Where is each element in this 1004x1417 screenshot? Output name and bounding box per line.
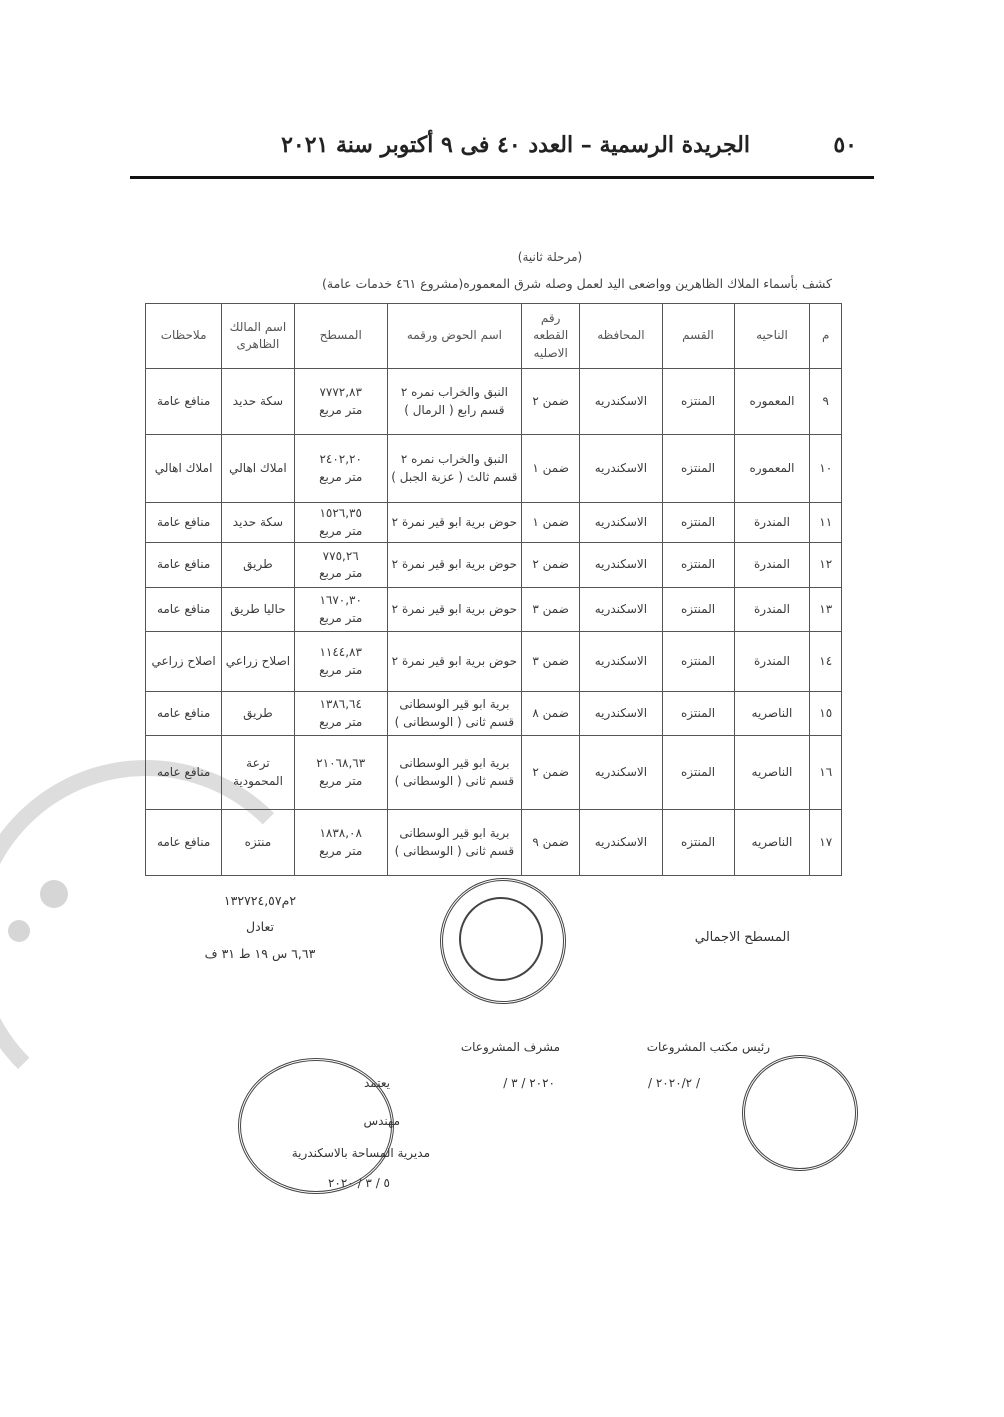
table-row	[146, 435, 842, 503]
cell-area	[294, 588, 387, 632]
cell-notes: منافع عامه	[146, 692, 222, 736]
equivalent-label: تعادل	[246, 919, 274, 935]
cell-gov: الاسكندريه	[580, 435, 662, 503]
date-right: / ٢٠٢٠/٢ /	[648, 1076, 700, 1090]
approve-date: ٥ / ٣ / ٢٠٢٠	[327, 1176, 390, 1190]
cell-qism: المنتزه	[662, 503, 734, 543]
cell-hawd: حوض برية ابو قير نمرة ٢	[387, 588, 521, 632]
approve-label: يعتمد	[364, 1076, 390, 1090]
table-row	[146, 692, 842, 736]
cell-qism: المنتزه	[662, 435, 734, 503]
header-rule	[130, 176, 874, 179]
cell-plot: ضمن ٣	[522, 588, 580, 632]
watermark-dot	[40, 880, 68, 908]
cell-gov: الاسكندريه	[580, 543, 662, 588]
cell-area	[294, 692, 387, 736]
cell-nahia: المندرة	[734, 503, 810, 543]
area-unit: متر مربع	[319, 469, 363, 484]
cell-hawd: حوض برية ابو قير نمرة ٢	[387, 632, 521, 692]
cell-plot: ضمن ٢	[522, 736, 580, 810]
cell-notes: منافع عامة	[146, 543, 222, 588]
area-value: ١٦٧٠,٣٠	[319, 593, 362, 608]
cell-notes: منافع عامة	[146, 369, 222, 435]
cell-m: ١٢	[810, 543, 842, 588]
signatures-row	[390, 1040, 770, 1062]
cell-area	[294, 810, 387, 876]
stage-label: (مرحلة ثانية)	[517, 250, 583, 264]
table-row	[146, 588, 842, 632]
equivalent-value: ٦,٦٣ س ١٩ ط ٣١ ف	[204, 945, 316, 961]
total-value: ٢م١٣٢٧٢٤,٥٧	[223, 893, 297, 908]
table-row	[146, 369, 842, 435]
col-header: القسم	[662, 304, 734, 369]
cell-plot: ضمن ١	[522, 435, 580, 503]
official-seal	[440, 878, 566, 1004]
cell-m: ١٤	[810, 632, 842, 692]
area-unit: متر مربع	[319, 402, 363, 417]
cell-m: ١٥	[810, 692, 842, 736]
project-office-head: رئيس مكتب المشروعات	[646, 1040, 770, 1054]
page-header	[130, 128, 875, 168]
total-label: المسطح الاجمالي	[694, 930, 790, 945]
cell-qism: المنتزه	[662, 588, 734, 632]
cell-gov: الاسكندريه	[580, 736, 662, 810]
area-value: ١٣٨٦,٦٤	[319, 697, 362, 712]
table-caption: كشف بأسماء الملاك الظاهرين وواضعى اليد لعمل وصله شرق المعموره(مشروع ٤٦١ خدمات عامة)	[321, 276, 832, 291]
cell-notes: اصلاح زراعي	[146, 632, 222, 692]
cell-qism: المنتزه	[662, 369, 734, 435]
area-value: ٢١٠٦٨,٦٣	[316, 756, 366, 771]
area-value: ٢٤٠٢,٢٠	[319, 452, 362, 467]
area-value: ١٥٢٦,٣٥	[319, 506, 362, 521]
cell-notes: منافع عامه	[146, 588, 222, 632]
area-unit: متر مربع	[319, 714, 363, 729]
cell-m: ١١	[810, 503, 842, 543]
cell-owner: اصلاح زراعي	[222, 632, 294, 692]
cell-plot: ضمن ٨	[522, 692, 580, 736]
engineer-label: مهندس	[363, 1114, 400, 1128]
col-header: اسم المالك الظاهرى	[222, 304, 294, 369]
area-unit: متر مربع	[319, 662, 363, 677]
cell-m: ١٧	[810, 810, 842, 876]
cell-qism: المنتزه	[662, 692, 734, 736]
table-row	[146, 736, 842, 810]
cell-owner: سكة حديد	[222, 503, 294, 543]
cell-m: ١٣	[810, 588, 842, 632]
cell-hawd: النبق والخراب نمره ٢ قسم رابع ( الرمال )	[387, 369, 521, 435]
cell-qism: المنتزه	[662, 736, 734, 810]
cell-owner: منتزه	[222, 810, 294, 876]
cell-owner: طريق	[222, 543, 294, 588]
cell-owner: ترعة المحمودية	[222, 736, 294, 810]
cell-hawd: برية ابو قير الوسطانى قسم ثانى ( الوسطانى )	[387, 810, 521, 876]
cell-owner: املاك اهالي	[222, 435, 294, 503]
cell-notes: منافع عامه	[146, 810, 222, 876]
cell-qism: المنتزه	[662, 810, 734, 876]
cell-gov: الاسكندريه	[580, 632, 662, 692]
area-value: ١١٤٤,٨٣	[319, 645, 362, 660]
cell-nahia: المعموره	[734, 435, 810, 503]
cell-hawd: حوض برية ابو قير نمرة ٢	[387, 503, 521, 543]
cell-plot: ضمن ٩	[522, 810, 580, 876]
page-title: الجريدة الرسمية – العدد ٤٠ فى ٩ أكتوبر سنة ٢٠٢١	[281, 132, 750, 158]
area-value: ٧٧٧٢,٨٣	[319, 385, 362, 400]
scanned-table-page	[150, 238, 850, 1008]
cell-gov: الاسكندريه	[580, 810, 662, 876]
cell-hawd: النبق والخراب نمره ٢ قسم ثالث ( عزبة الجبل )	[387, 435, 521, 503]
cell-area	[294, 435, 387, 503]
cell-plot: ضمن ٣	[522, 632, 580, 692]
area-unit: متر مربع	[319, 610, 363, 625]
cell-owner: سكة حديد	[222, 369, 294, 435]
cell-m: ١٠	[810, 435, 842, 503]
area-unit: متر مربع	[319, 843, 363, 858]
col-header: م	[810, 304, 842, 369]
col-header: ملاحظات	[146, 304, 222, 369]
cell-plot: ضمن ٢	[522, 543, 580, 588]
cell-area	[294, 632, 387, 692]
cell-plot: ضمن ١	[522, 503, 580, 543]
watermark-dot	[8, 920, 30, 942]
cell-area	[294, 736, 387, 810]
cell-nahia: المندرة	[734, 632, 810, 692]
col-header: المحافظه	[580, 304, 662, 369]
approval-seal	[238, 1058, 394, 1194]
col-header: رقم القطعه الاصليه	[522, 304, 580, 369]
cell-nahia: الناصريه	[734, 692, 810, 736]
area-unit: متر مربع	[319, 523, 363, 538]
area-unit: متر مربع	[319, 773, 363, 788]
cell-nahia: المندرة	[734, 543, 810, 588]
cell-notes: منافع عامه	[146, 736, 222, 810]
seal-inner-ring	[459, 897, 543, 981]
totals-block	[180, 888, 340, 967]
directorate-label: مديرية المساحة بالاسكندرية	[291, 1146, 430, 1160]
table-row	[146, 503, 842, 543]
project-supervisor: مشرف المشروعات	[460, 1040, 560, 1054]
page-number: ٥٠	[833, 132, 857, 158]
table-row	[146, 810, 842, 876]
cell-gov: الاسكندريه	[580, 369, 662, 435]
cell-hawd: حوض برية ابو قير نمرة ٢	[387, 543, 521, 588]
cell-hawd: برية ابو قير الوسطانى قسم ثانى ( الوسطانى )	[387, 736, 521, 810]
cell-hawd: برية ابو قير الوسطانى قسم ثانى ( الوسطانى )	[387, 692, 521, 736]
cell-gov: الاسكندريه	[580, 692, 662, 736]
cell-plot: ضمن ٢	[522, 369, 580, 435]
cell-gov: الاسكندريه	[580, 503, 662, 543]
table-row	[146, 632, 842, 692]
area-value: ٧٧٥,٢٦	[322, 548, 359, 563]
owners-table	[145, 303, 842, 876]
cell-qism: المنتزه	[662, 543, 734, 588]
cell-notes: منافع عامة	[146, 503, 222, 543]
cell-owner: حاليا طريق	[222, 588, 294, 632]
col-header: المسطح	[294, 304, 387, 369]
cell-m: ١٦	[810, 736, 842, 810]
cell-nahia: الناصريه	[734, 810, 810, 876]
cell-nahia: المعموره	[734, 369, 810, 435]
cell-gov: الاسكندريه	[580, 588, 662, 632]
table-header-row	[146, 304, 842, 369]
col-header: الناحيه	[734, 304, 810, 369]
cell-area	[294, 503, 387, 543]
project-seal	[742, 1055, 858, 1171]
cell-notes: املاك اهالي	[146, 435, 222, 503]
cell-m: ٩	[810, 369, 842, 435]
cell-area	[294, 369, 387, 435]
cell-nahia: الناصريه	[734, 736, 810, 810]
table-row	[146, 543, 842, 588]
area-value: ١٨٣٨,٠٨	[319, 826, 362, 841]
col-header: اسم الحوض ورقمه	[387, 304, 521, 369]
cell-area	[294, 543, 387, 588]
area-unit: متر مربع	[319, 566, 363, 580]
cell-owner: طريق	[222, 692, 294, 736]
cell-nahia: المندرة	[734, 588, 810, 632]
date-left: ٢٠٢٠ / ٣ /	[503, 1076, 555, 1090]
cell-qism: المنتزه	[662, 632, 734, 692]
